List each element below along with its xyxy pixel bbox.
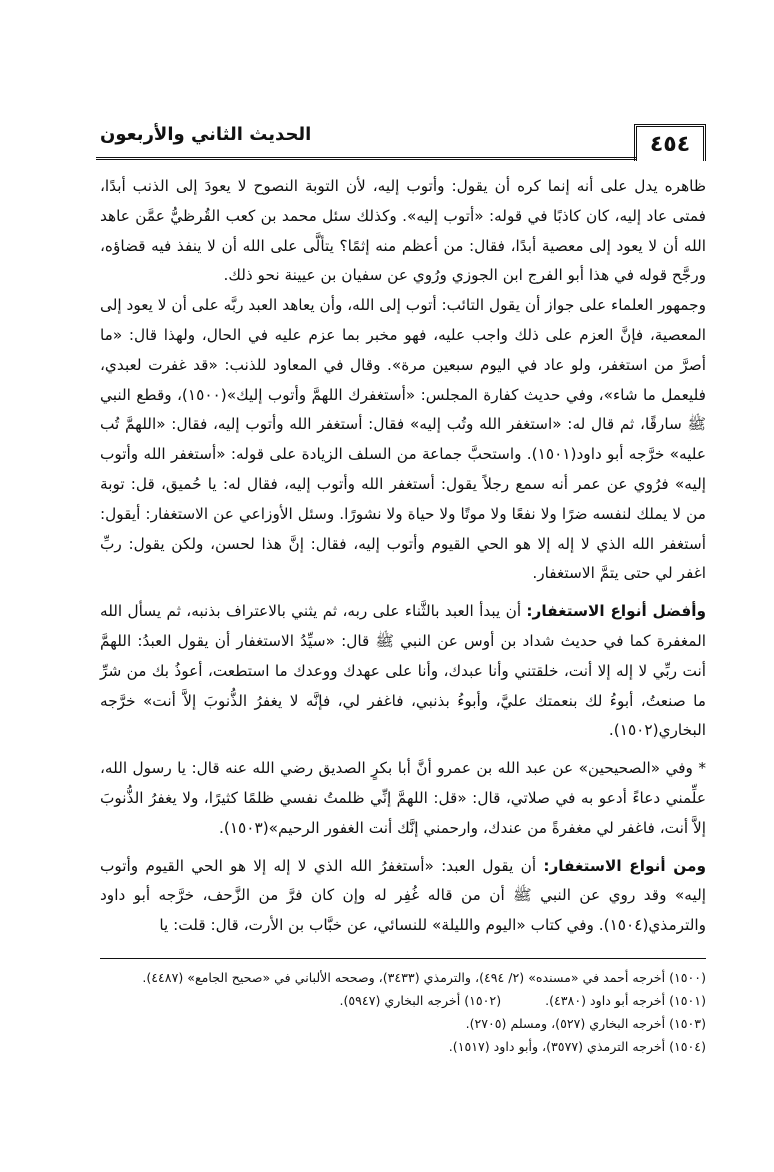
footnote-1503: (١٥٠٣) أخرجه البخاري (٥٢٧)، ومسلم (٢٧٠٥). — [465, 1016, 706, 1031]
header-rule — [96, 157, 636, 160]
paragraph-3-text: أن يبدأ العبد بالثَّناء على ربه، ثم يثني بالاعتراف بذنبه، ثم يسأل الله المغفرة كما في حديث شداد بن أوس عن النبي ﷺ قال: «سيِّدُ الاستغفار أن يقول العبدُ: اللهمَّ أنت ربِّي لا إله إلا أنت، خلقتني وأنا عبدك، وأنا على عهدك ووعدك ما استطعت، أعوذُ بك من شرِّ ما صنعتُ، أبوءُ لك بنعمتك عليَّ، وأبوءُ بذنبي، فاغفر لي، فإنَّه لا يغفرُ الذُّنوبَ إلاَّ أنت» خرَّجه البخاري(١٥٠٢). — [100, 602, 706, 740]
paragraph-3 — [100, 597, 706, 746]
paragraph-5 — [100, 852, 706, 941]
footnotes — [100, 966, 706, 1058]
paragraph-1: ظاهره يدل على أنه إنما كره أن يقول: وأتوب إليه، لأن التوبة النصوح لا يعودَ إلى الذنب أبدًا، فمتى عاد إليه، كان كاذبًا في قوله: «أتوب إليه». وكذلك سئل محمد بن كعب القُرظيُّ عمَّن عاهد الله أن لا يعود إلى معصية أبدًا، فقال: من أعظم منه إثمًا؟ يتألَّى على الله أن لا ينفذ فيه قضاؤه، ورجَّح قوله في هذا أبو الفرج ابن الجوزي ورُوي عن سفيان بن عيينة نحو ذلك. — [100, 177, 706, 285]
paragraph-2: وجمهور العلماء على جواز أن يقول التائب: أتوب إلى الله، وأن يعاهد العبد ربَّه على أن لا يعود إلى المعصية، فإنَّ العزم على ذلك واجب عليه، فهو مخبر بما عزم عليه في الحال، ولهذا قال: «ما أصرَّ من استغفر، ولو عاد في اليوم سبعين مرة». وقال في المعاود للذنب: «قد غفرت لعبدي، فليعمل ما شاء»، وفي حديث كفارة المجلس: «أستغفرك اللهمَّ وأتوب إليك»(١٥٠٠)، وقطع النبي ﷺ سارقًا، ثم قال له: «استغفر الله وتُب إليه» فقال: أستغفر الله وأتوب إليه، فقال: «اللهمَّ تُب عليه» خرَّجه أبو داود(١٥٠١). واستحبَّ جماعة من السلف الزيادة على قوله: «أستغفر الله وأتوب إليه» فرُوي عن عمر أنه سمع رجلاً يقول: أستغفر الله وأتوب إليه، فقال له: يا حُميق، قل: توبة من لا يملك لنفسه ضرًا ولا نفعًا ولا موتًا ولا حياة ولا نشورًا. وسئل الأوزاعي عن الاستغفار: أيقول: أستغفر الله الذي لا إله إلا هو الحي القيوم وأتوب إليه، فقال: إنَّ هذا لحسن، ولكن يقول: ربِّ اغفر لي حتى يتمَّ الاستغفار. — [100, 296, 706, 583]
footnote-1501: (١٥٠١) أخرجه أبو داود (٤٣٨٠). — [545, 993, 706, 1008]
running-title: الحديث الثاني والأربعون — [100, 124, 312, 145]
paragraph-5-lead: ومن أنواع الاستغفار: — [543, 856, 707, 875]
footnote-1500: (١٥٠٠) أخرجه أحمد في «مسنده» (٢/ ٤٩٤)، والترمذي (٣٤٣٣)، وصححه الألباني في «صحيح الجامع» (٤٤٨٧). — [142, 970, 706, 985]
paragraph-5-text: أن يقول العبد: «أستغفرُ الله الذي لا إله إلا هو الحي القيوم وأتوب إليه» وقد روي عن النبي ﷺ أن من قاله غُفِر له وإن كان فرَّ من الزَّحف، خرَّجه أبو داود والترمذي(١٥٠٤). وفي كتاب «اليوم والليلة» للنسائي، عن خبَّاب بن الأرت، قال: قلت: يا — [100, 856, 706, 935]
main-text — [100, 172, 706, 941]
paragraph-3-lead: وأفضل أنواع الاستغفار: — [526, 602, 706, 621]
page-number: ٤٥٤ — [634, 124, 706, 161]
page-header — [96, 118, 706, 160]
footnote-1502: (١٥٠٢) أخرجه البخاري (٥٩٤٧). — [339, 993, 502, 1008]
footnote-row — [100, 989, 706, 1012]
footnote-1504: (١٥٠٤) أخرجه الترمذي (٣٥٧٧)، وأبو داود (١٥١٧). — [448, 1039, 706, 1054]
footnote-divider — [100, 958, 706, 959]
paragraph-4: * وفي «الصحيحين» عن عبد الله بن عمرو أنَّ أبا بكرٍ الصديق رضي الله عنه قال: يا رسول الله، علِّمني دعاءً أدعو به في صلاتي، قال: «قل: اللهمَّ إنِّي ظلمتُ نفسي ظلمًا كثيرًا، ولا يغفرُ الذُّنوبَ إلاَّ أنت، فاغفر لي مغفرةً من عندك، وارحمني إنَّك أنت الغفور الرحيم»(١٥٠٣). — [100, 759, 706, 837]
